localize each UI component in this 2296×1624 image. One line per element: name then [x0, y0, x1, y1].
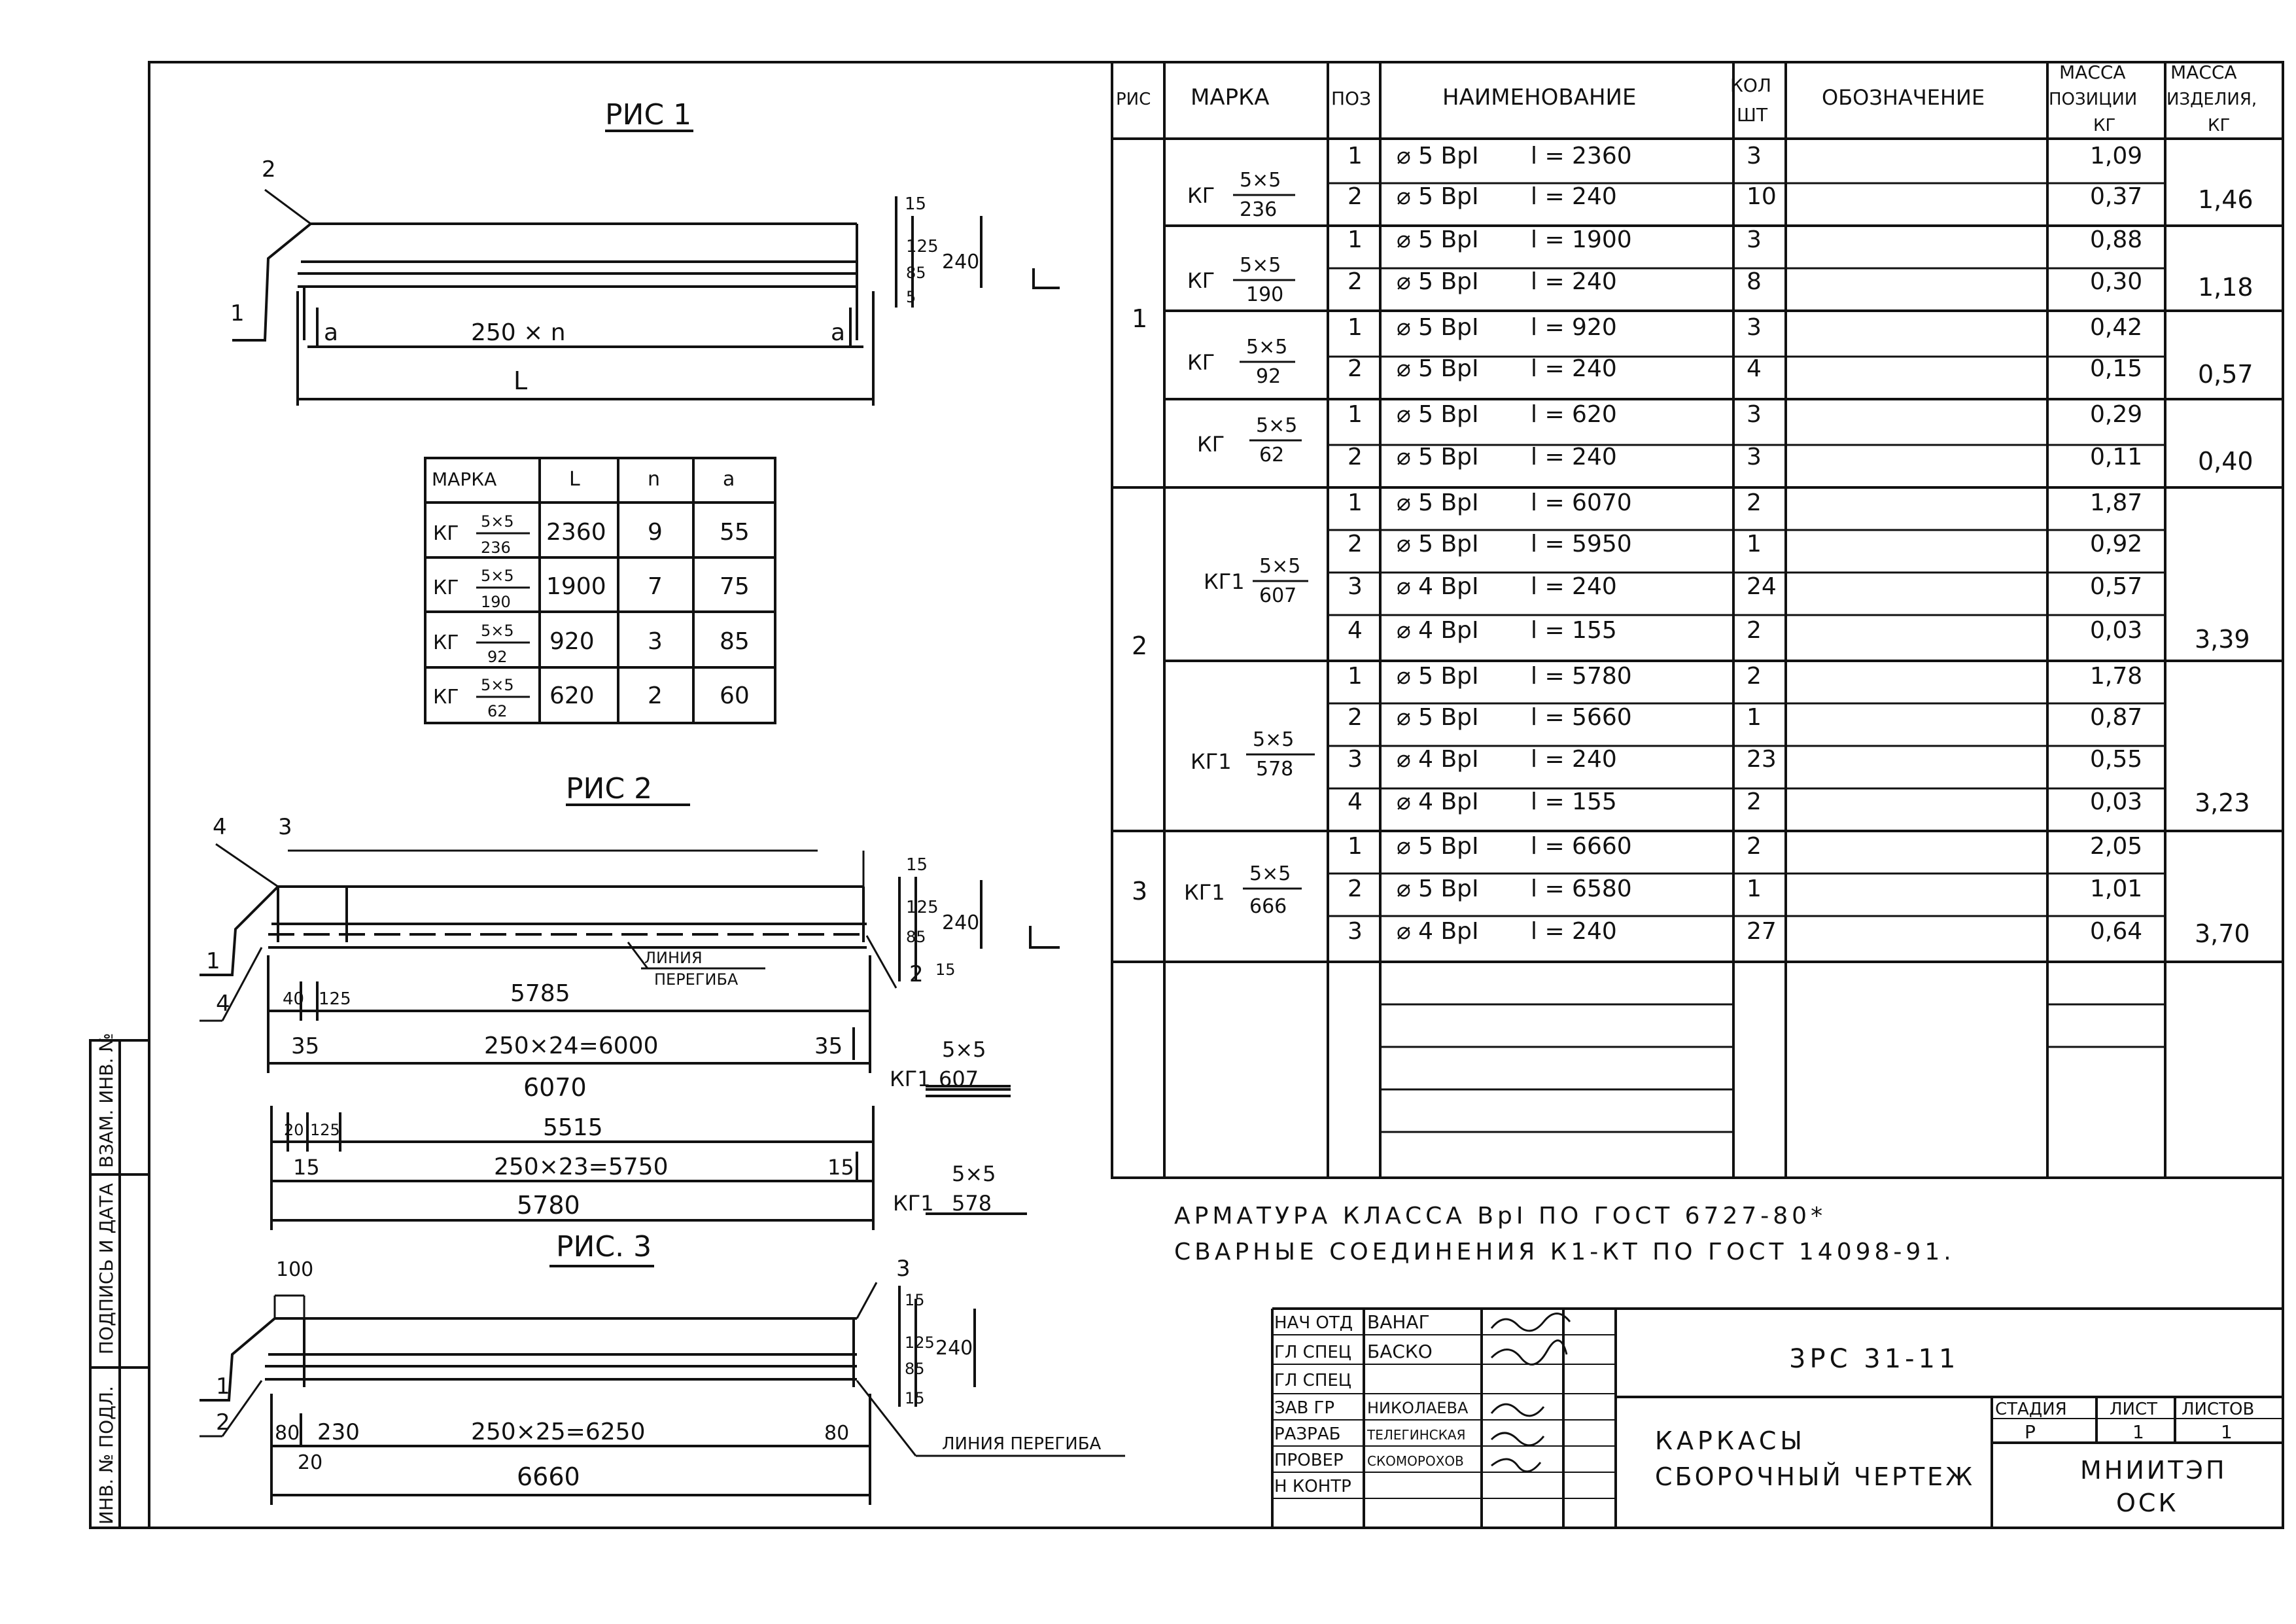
spec-row [1348, 746, 2142, 773]
fig3-dim-230: 230 [317, 1419, 360, 1445]
title-sheet-header: ЛИСТ [2110, 1400, 2158, 1419]
spec-length: l = 240 [1531, 444, 1617, 470]
spec-qty: 2 [1747, 788, 1762, 815]
figure-2 [200, 772, 1060, 1230]
spec-mark-num: 5×5 [1256, 414, 1298, 437]
params-mark: КГ [433, 576, 459, 599]
title-name: НИКОЛАЕВА [1367, 1399, 1469, 1417]
figure-3 [200, 1230, 1125, 1505]
spec-diameter: ⌀ 5 ВрI [1397, 489, 1479, 516]
spec-pos-mass: 2,05 [2090, 833, 2143, 860]
side-stamp-vzam: ВЗАМ. ИНВ. № [96, 1033, 117, 1168]
spec-length: l = 5660 [1531, 704, 1632, 731]
spec-item-mass: 1,46 [2198, 185, 2253, 214]
fig2-dim-span1: 250×24=6000 [484, 1033, 659, 1059]
spec-pos-mass: 0,29 [2090, 401, 2143, 428]
title-org-1: МНИИТЭП [2080, 1456, 2227, 1485]
spec-pos-mass: 0,30 [2090, 268, 2143, 295]
spec-qty: 1 [1747, 531, 1762, 557]
spec-row [1348, 143, 2142, 169]
spec-row [1348, 704, 2142, 731]
spec-qty: 4 [1747, 355, 1762, 382]
fig2-dim-20: 20 [284, 1121, 304, 1139]
params-L: 2360 [546, 519, 606, 546]
fig3-dim-240: 240 [935, 1337, 973, 1360]
spec-pos-mass: 0,37 [2090, 183, 2143, 210]
title-role: НАЧ ОТД [1274, 1313, 1353, 1333]
spec-pos: 4 [1348, 617, 1363, 644]
spec-item-mass: 0,57 [2198, 360, 2253, 389]
spec-pos-mass: 0,55 [2090, 746, 2143, 773]
spec-length: l = 240 [1531, 746, 1617, 773]
spec-diameter: ⌀ 4 ВрI [1397, 573, 1479, 600]
spec-header-designation: ОБОЗНАЧЕНИЕ [1822, 85, 1985, 110]
spec-qty: 27 [1747, 918, 1777, 945]
fig1-dim-5: 5 [906, 288, 916, 306]
fig2-mark2-den: 578 [952, 1191, 992, 1216]
spec-pos: 2 [1348, 355, 1363, 382]
note-line-1: АРМАТУРА КЛАССА ВрI ПО ГОСТ 6727-80* [1174, 1203, 1827, 1229]
fig2-dim-125: 125 [906, 898, 939, 917]
spec-mark-name: КГ1 [1191, 749, 1232, 774]
spec-diameter: ⌀ 5 ВрI [1397, 531, 1479, 557]
spec-row [1348, 183, 2142, 210]
spec-header-mass-item-1: МАССА [2170, 62, 2237, 83]
fig2-dim-5785: 5785 [510, 980, 570, 1007]
spec-pos-mass: 0,87 [2090, 704, 2143, 731]
spec-header-mass-item-2: ИЗДЕЛИЯ, [2166, 90, 2257, 109]
spec-length: l = 155 [1531, 788, 1617, 815]
spec-item-mass: 3,23 [2195, 788, 2250, 817]
fig2-dim-15r: 15 [827, 1155, 854, 1180]
side-stamp-inv-podl: ИНВ. № ПОДЛ. [96, 1386, 117, 1525]
fig1-dim-240: 240 [942, 251, 980, 274]
params-n: 7 [648, 573, 663, 600]
fig3-dim-15b: 15 [905, 1389, 925, 1407]
title-role: РАЗРАБ [1274, 1424, 1341, 1444]
spec-length: l = 240 [1531, 268, 1617, 295]
title-sheets: 1 [2221, 1421, 2233, 1443]
spec-header-name: НАИМЕНОВАНИЕ [1442, 84, 1637, 111]
fig2-dim-15: 15 [906, 855, 928, 875]
spec-diameter: ⌀ 5 ВрI [1397, 663, 1479, 690]
spec-row [1348, 663, 2142, 690]
fig2-pos-1: 1 [206, 948, 220, 974]
spec-mark-den: 92 [1256, 365, 1281, 388]
spec-pos-mass: 0,15 [2090, 355, 2143, 382]
spec-mark-name: КГ [1187, 183, 1215, 208]
title-role: ПРОВЕР [1274, 1451, 1344, 1470]
spec-pos: 2 [1348, 531, 1363, 557]
spec-row [1348, 268, 2142, 295]
params-row [433, 622, 750, 666]
params-mark-num: 5×5 [481, 567, 514, 585]
fig2-dim-15l: 15 [293, 1155, 320, 1180]
params-mark-den: 236 [481, 538, 511, 557]
fig2-dim-85: 85 [906, 928, 926, 946]
spec-fig-label: 1 [1132, 304, 1148, 333]
spec-diameter: ⌀ 4 ВрI [1397, 746, 1479, 773]
params-mark: КГ [433, 686, 459, 709]
fig2-dim-240: 240 [942, 911, 980, 934]
spec-qty: 2 [1747, 833, 1762, 860]
fig3-dim-20: 20 [298, 1451, 323, 1474]
title-stage: Р [2025, 1421, 2036, 1443]
fig2-pos-2: 2 [909, 961, 924, 987]
fig1-dim-span: 250 × n [471, 319, 566, 346]
params-a: 60 [720, 682, 750, 709]
spec-mark-den: 190 [1246, 283, 1284, 306]
spec-mark-num: 5×5 [1249, 862, 1291, 885]
fig3-bend-line: ЛИНИЯ ПЕРЕГИБА [942, 1434, 1102, 1454]
params-mark-num: 5×5 [481, 512, 514, 531]
spec-qty: 1 [1747, 704, 1762, 731]
title-name: ТЕЛЕГИНСКАЯ [1367, 1427, 1466, 1443]
spec-pos-mass: 0,88 [2090, 226, 2143, 253]
fig2-mark1-name: КГ1 [890, 1067, 931, 1091]
params-L: 1900 [546, 573, 606, 600]
spec-length: l = 2360 [1531, 143, 1632, 169]
spec-qty: 10 [1747, 183, 1777, 210]
spec-mark-name: КГ1 [1184, 880, 1225, 905]
fig2-dim-35r: 35 [814, 1033, 843, 1059]
spec-pos-mass: 1,78 [2090, 663, 2143, 690]
spec-length: l = 6070 [1531, 489, 1632, 516]
spec-diameter: ⌀ 5 ВрI [1397, 875, 1479, 902]
params-n: 2 [648, 682, 663, 709]
spec-mark-num: 5×5 [1246, 336, 1288, 359]
spec-row [1348, 355, 2142, 382]
fig2-bend-line-1: ЛИНИЯ [644, 949, 703, 967]
fig3-dim-125: 125 [905, 1333, 935, 1352]
params-header-L: L [569, 468, 580, 491]
title-sheet: 1 [2132, 1421, 2144, 1443]
title-name: ВАНАГ [1367, 1311, 1430, 1333]
spec-qty: 8 [1747, 268, 1762, 295]
spec-pos: 1 [1348, 833, 1363, 860]
spec-length: l = 240 [1531, 918, 1617, 945]
params-n: 9 [648, 519, 663, 546]
spec-qty: 2 [1747, 617, 1762, 644]
spec-mark-den: 607 [1259, 584, 1297, 607]
spec-header-mark: МАРКА [1191, 84, 1270, 111]
fig1-dim-L: L [513, 366, 528, 395]
fig2-dim-15b: 15 [935, 961, 956, 979]
spec-qty: 3 [1747, 444, 1762, 470]
params-mark: КГ [433, 631, 459, 654]
spec-pos: 2 [1348, 268, 1363, 295]
spec-diameter: ⌀ 5 ВрI [1397, 833, 1479, 860]
fig3-dim-80r: 80 [824, 1422, 850, 1445]
spec-mark-num: 5×5 [1259, 555, 1301, 578]
spec-item-mass: 0,40 [2198, 447, 2253, 476]
spec-row [1348, 226, 2142, 253]
fig2-mark1-num: 5×5 [942, 1037, 986, 1062]
spec-pos-mass: 1,09 [2090, 143, 2143, 169]
spec-row [1348, 788, 2142, 815]
spec-pos-mass: 0,03 [2090, 617, 2143, 644]
params-mark-den: 92 [487, 648, 508, 666]
spec-pos: 1 [1348, 489, 1363, 516]
fig1-title: РИС 1 [605, 98, 692, 132]
params-n: 3 [648, 628, 663, 655]
fig2-bend-line-2: ПЕРЕГИБА [654, 970, 739, 989]
spec-header-mass-pos-3: КГ [2093, 116, 2116, 135]
spec-header-mass-item-3: КГ [2208, 116, 2231, 135]
spec-pos: 1 [1348, 226, 1363, 253]
params-mark-num: 5×5 [481, 676, 514, 694]
spec-header-mass-pos-1: МАССА [2059, 62, 2126, 83]
fig2-pos-3: 3 [278, 814, 292, 840]
fig2-dim-5515: 5515 [543, 1114, 603, 1141]
params-L: 620 [549, 682, 595, 709]
title-role: Н КОНТР [1274, 1477, 1351, 1496]
spec-length: l = 6580 [1531, 875, 1632, 902]
spec-diameter: ⌀ 5 ВрI [1397, 444, 1479, 470]
spec-diameter: ⌀ 5 ВрI [1397, 401, 1479, 428]
fig2-pos-4b: 4 [216, 991, 230, 1017]
spec-item-mass: 3,70 [2195, 919, 2250, 948]
spec-length: l = 5780 [1531, 663, 1632, 690]
spec-mark-den: 666 [1249, 895, 1287, 918]
fig1-pos-2: 2 [262, 156, 276, 183]
spec-mark-name: КГ [1187, 268, 1215, 293]
fig1-dim-15: 15 [905, 194, 927, 214]
note-line-2: СВАРНЫЕ СОЕДИНЕНИЯ К1-КТ ПО ГОСТ 14098-91. [1174, 1239, 1955, 1265]
spec-item-mass: 1,18 [2198, 273, 2253, 302]
fig2-dim-125b: 125 [319, 989, 351, 1009]
spec-row [1348, 531, 2142, 557]
title-name: СКОМОРОХОВ [1367, 1453, 1464, 1469]
title-sheets-header: ЛИСТОВ [2182, 1400, 2255, 1419]
spec-row [1348, 918, 2142, 945]
fig3-dim-85: 85 [905, 1360, 925, 1378]
params-header-mark: МАРКА [432, 468, 497, 490]
fig1-dim-125: 125 [906, 237, 939, 256]
title-role: ГЛ СПЕЦ [1274, 1371, 1351, 1390]
spec-diameter: ⌀ 5 ВрI [1397, 355, 1479, 382]
side-stamp-signature-date: ПОДПИСЬ И ДАТА [96, 1183, 117, 1354]
params-row [433, 512, 750, 557]
spec-row [1348, 617, 2142, 644]
spec-mark-den: 236 [1240, 198, 1278, 221]
fig3-dim-6660: 6660 [517, 1462, 580, 1491]
spec-pos: 3 [1348, 746, 1363, 773]
spec-qty: 1 [1747, 875, 1762, 902]
spec-diameter: ⌀ 5 ВрI [1397, 704, 1479, 731]
fig3-dim-80l: 80 [275, 1422, 300, 1445]
signature-marks [1491, 1314, 1570, 1472]
spec-diameter: ⌀ 4 ВрI [1397, 617, 1479, 644]
params-mark-den: 62 [487, 702, 508, 720]
spec-length: l = 240 [1531, 355, 1617, 382]
fig2-dim-40: 40 [283, 989, 305, 1009]
spec-length: l = 155 [1531, 617, 1617, 644]
spec-pos-mass: 0,11 [2090, 444, 2143, 470]
params-row [433, 567, 750, 611]
spec-pos-mass: 0,64 [2090, 918, 2143, 945]
fig1-dim-a-left: a [324, 319, 339, 346]
spec-header-pos: ПОЗ [1331, 88, 1372, 109]
spec-mark-name: КГ1 [1204, 569, 1245, 594]
spec-row [1348, 444, 2142, 470]
spec-length: l = 240 [1531, 183, 1617, 210]
title-name: БАСКО [1367, 1341, 1433, 1362]
spec-pos: 3 [1348, 918, 1363, 945]
params-header-a: a [723, 468, 735, 491]
spec-header-qty-1: КОЛ [1730, 75, 1771, 96]
spec-length: l = 620 [1531, 401, 1617, 428]
spec-fig-label: 2 [1132, 631, 1148, 660]
fig3-dim-100: 100 [276, 1258, 314, 1281]
spec-diameter: ⌀ 5 ВрI [1397, 143, 1479, 169]
spec-pos: 3 [1348, 573, 1363, 600]
spec-qty: 3 [1747, 143, 1762, 169]
spec-diameter: ⌀ 5 ВрI [1397, 268, 1479, 295]
fig1-dim-a-right: a [831, 319, 846, 346]
spec-row [1348, 314, 2142, 341]
spec-pos: 4 [1348, 788, 1363, 815]
spec-qty: 24 [1747, 573, 1777, 600]
spec-mark-name: КГ [1187, 350, 1215, 375]
spec-pos: 2 [1348, 704, 1363, 731]
title-org-2: ОСК [2116, 1489, 2179, 1517]
title-stage-header: СТАДИЯ [1995, 1400, 2067, 1419]
spec-row [1348, 833, 2142, 860]
spec-pos-mass: 0,42 [2090, 314, 2143, 341]
title-doc-code: 3РС 31-11 [1789, 1344, 1960, 1374]
spec-pos-mass: 1,87 [2090, 489, 2143, 516]
spec-mark-den: 578 [1256, 758, 1294, 781]
fig3-pos-3: 3 [896, 1256, 911, 1282]
spec-pos-mass: 0,57 [2090, 573, 2143, 600]
spec-pos: 1 [1348, 314, 1363, 341]
fig3-dim-15: 15 [905, 1291, 925, 1309]
fig2-dim-span2: 250×23=5750 [494, 1154, 669, 1180]
spec-mark-num: 5×5 [1240, 254, 1281, 277]
fig1-pos-1: 1 [230, 300, 245, 327]
spec-row [1348, 401, 2142, 428]
spec-length: l = 5950 [1531, 531, 1632, 557]
spec-fig-label: 3 [1132, 877, 1148, 906]
spec-pos: 1 [1348, 663, 1363, 690]
spec-qty: 3 [1747, 314, 1762, 341]
spec-mark-num: 5×5 [1253, 728, 1295, 751]
title-block [1272, 1309, 2283, 1528]
spec-row [1348, 875, 2142, 902]
params-table [425, 458, 775, 723]
params-header-n: n [648, 468, 661, 491]
fig2-dim-6070: 6070 [523, 1073, 587, 1102]
spec-qty: 3 [1747, 226, 1762, 253]
spec-pos-mass: 0,03 [2090, 788, 2143, 815]
params-a: 55 [720, 519, 750, 546]
title-name-1: КАРКАСЫ [1655, 1426, 1806, 1455]
spec-qty: 2 [1747, 489, 1762, 516]
spec-rows [1348, 143, 2142, 945]
spec-pos: 2 [1348, 875, 1363, 902]
spec-length: l = 240 [1531, 573, 1617, 600]
spec-qty: 2 [1747, 663, 1762, 690]
title-name-2: СБОРОЧНЫЙ ЧЕРТЕЖ [1655, 1462, 1975, 1491]
fig2-dim-35l: 35 [291, 1033, 320, 1059]
spec-diameter: ⌀ 4 ВрI [1397, 788, 1479, 815]
spec-pos: 1 [1348, 143, 1363, 169]
spec-pos: 1 [1348, 401, 1363, 428]
spec-item-mass: 3,39 [2195, 625, 2250, 654]
spec-mark-den: 62 [1259, 444, 1285, 467]
spec-mark-name: КГ [1197, 432, 1225, 457]
spec-mark-num: 5×5 [1240, 169, 1281, 192]
spec-pos-mass: 0,92 [2090, 531, 2143, 557]
fig3-pos-1: 1 [216, 1373, 230, 1400]
fig2-dim-5780: 5780 [517, 1191, 580, 1220]
fig3-pos-2: 2 [216, 1409, 230, 1436]
spec-qty: 23 [1747, 746, 1777, 773]
spec-pos-mass: 1,01 [2090, 875, 2143, 902]
fig2-dim-125c: 125 [310, 1121, 340, 1139]
spec-diameter: ⌀ 4 ВрI [1397, 918, 1479, 945]
fig2-mark2-num: 5×5 [952, 1161, 996, 1186]
title-role: ГЛ СПЕЦ [1274, 1343, 1351, 1362]
fig2-mark1-den: 607 [939, 1067, 979, 1091]
fig2-pos-4: 4 [213, 814, 227, 840]
spec-header-mass-pos-2: ПОЗИЦИИ [2049, 90, 2138, 109]
spec-row [1348, 573, 2142, 600]
spec-header-fig: РИС [1116, 90, 1151, 109]
params-mark-den: 190 [481, 593, 511, 611]
spec-length: l = 920 [1531, 314, 1617, 341]
params-a: 75 [720, 573, 750, 600]
spec-pos: 2 [1348, 444, 1363, 470]
params-row [433, 676, 750, 720]
spec-length: l = 1900 [1531, 226, 1632, 253]
params-mark-num: 5×5 [481, 622, 514, 640]
fig1-dim-85: 85 [906, 264, 926, 282]
spec-pos: 2 [1348, 183, 1363, 210]
fig3-dim-span: 250×25=6250 [471, 1419, 646, 1445]
fig2-mark2-name: КГ1 [893, 1191, 934, 1216]
spec-diameter: ⌀ 5 ВрI [1397, 226, 1479, 253]
spec-header-qty-2: ШТ [1737, 104, 1768, 126]
title-role: ЗАВ ГР [1274, 1398, 1335, 1418]
spec-table [1112, 62, 2283, 1178]
params-mark: КГ [433, 522, 459, 545]
spec-diameter: ⌀ 5 ВрI [1397, 314, 1479, 341]
params-L: 920 [549, 628, 595, 655]
fig3-title: РИС. 3 [556, 1230, 652, 1263]
spec-diameter: ⌀ 5 ВрI [1397, 183, 1479, 210]
spec-qty: 3 [1747, 401, 1762, 428]
figure-1 [230, 98, 1060, 406]
params-a: 85 [720, 628, 750, 655]
fig2-title: РИС 2 [566, 772, 653, 805]
spec-length: l = 6660 [1531, 833, 1632, 860]
spec-row [1348, 489, 2142, 516]
